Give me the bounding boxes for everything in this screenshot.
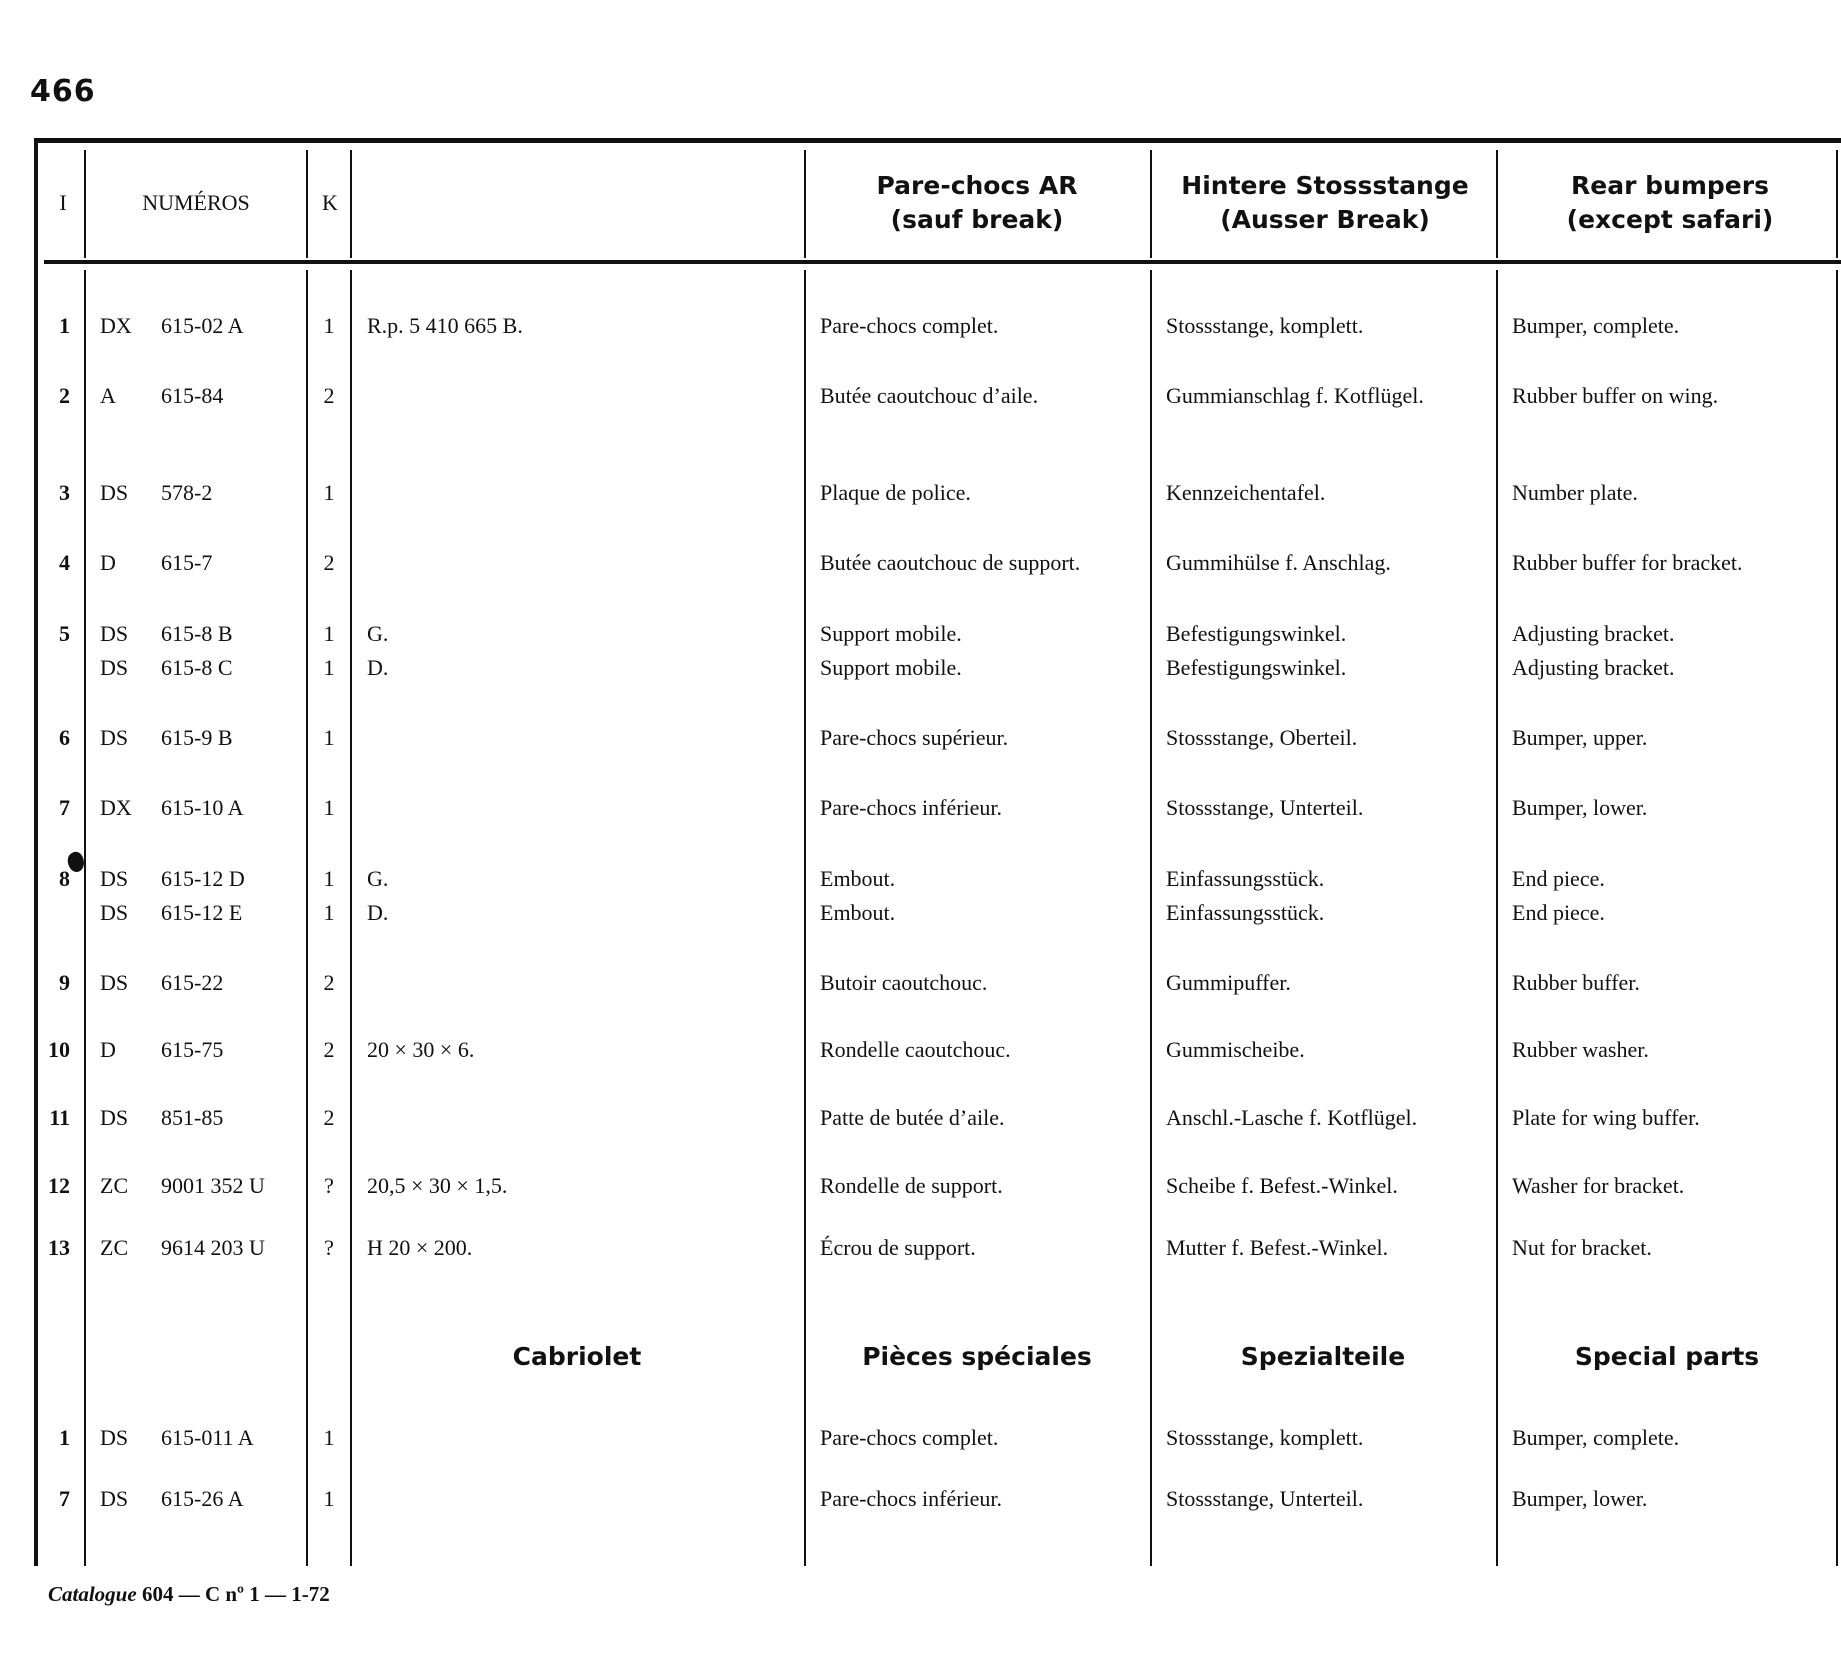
description-english: Washer for bracket. <box>1512 1173 1685 1198</box>
description-english: Bumper, complete. <box>1512 1425 1680 1450</box>
description-english: Adjusting bracket. <box>1512 621 1675 646</box>
description-german: Stossstange, Unterteil. <box>1166 795 1364 820</box>
item-index: 8 <box>59 866 70 891</box>
quantity: 1 <box>323 621 335 646</box>
part-prefix: DX <box>100 795 132 820</box>
item-index: 6 <box>59 725 70 750</box>
description-english: End piece. <box>1512 866 1605 891</box>
description-german: Kennzeichentafel. <box>1166 480 1326 505</box>
header-french <box>877 169 1078 237</box>
quantity: 1 <box>323 725 335 750</box>
part-number: 615-02 A <box>161 313 244 338</box>
quantity: ? <box>324 1235 334 1260</box>
footer-catalogue: Catalogue <box>48 1582 137 1606</box>
description-german: Befestigungswinkel. <box>1166 621 1347 646</box>
col-divider-i <box>84 150 86 258</box>
item-index: 7 <box>59 795 70 820</box>
part-number: 615-22 <box>161 970 224 995</box>
observation: G. <box>367 621 389 646</box>
part-prefix: DS <box>100 1486 129 1511</box>
observation: R.p. 5 410 665 B. <box>367 313 523 338</box>
description-german: Gummianschlag f. Kotflügel. <box>1166 383 1424 408</box>
part-number: 615-12 E <box>161 900 243 925</box>
col-divider-en <box>1836 150 1838 258</box>
item-index: 7 <box>59 1486 70 1511</box>
part-prefix: DS <box>100 655 129 680</box>
section-heading-english: Special parts <box>1574 1342 1760 1371</box>
part-number: 9001 352 U <box>161 1173 265 1198</box>
header-english-line1: Rear bumpers <box>1571 171 1769 200</box>
header-english <box>1567 169 1774 237</box>
part-number: 615-9 B <box>161 725 233 750</box>
footer <box>48 1582 330 1607</box>
item-index: 3 <box>59 480 70 505</box>
part-prefix: D <box>100 1037 116 1062</box>
item-index: 1 <box>59 1425 70 1450</box>
description-german: Stossstange, komplett. <box>1166 1425 1364 1450</box>
description-english: Bumper, lower. <box>1512 1486 1648 1511</box>
top-rule <box>34 138 1841 143</box>
left-border <box>34 140 38 1566</box>
description-german: Einfassungsstück. <box>1166 866 1325 891</box>
part-number: 615-011 A <box>161 1425 254 1450</box>
part-prefix: DS <box>100 866 129 891</box>
col-divider-numeros <box>306 150 308 258</box>
description-english: Adjusting bracket. <box>1512 655 1675 680</box>
part-prefix: DS <box>100 480 129 505</box>
header-french-line1: Pare-chocs AR <box>876 171 1078 200</box>
observation: 20 × 30 × 6. <box>367 1037 475 1062</box>
description-german: Mutter f. Befest.-Winkel. <box>1166 1235 1389 1260</box>
footer-reference: 604 — C nº 1 — 1-72 <box>141 1582 330 1606</box>
part-prefix: DS <box>100 900 129 925</box>
part-prefix: ZC <box>100 1235 129 1260</box>
description-french: Butée caoutchouc de support. <box>820 550 1081 575</box>
description-german: Scheibe f. Befest.-Winkel. <box>1166 1173 1398 1198</box>
page-number: 466 <box>30 74 96 109</box>
quantity: 1 <box>323 655 335 680</box>
col-divider-fr <box>1150 150 1152 258</box>
observation: H 20 × 200. <box>367 1235 473 1260</box>
header-rule <box>44 260 1841 264</box>
quantity: 2 <box>323 970 335 995</box>
part-number: 851-85 <box>161 1105 224 1130</box>
description-english: Plate for wing buffer. <box>1512 1105 1700 1130</box>
description-english: Rubber buffer for bracket. <box>1512 550 1743 575</box>
part-prefix: A <box>100 383 116 408</box>
description-french: Plaque de police. <box>820 480 971 505</box>
part-number: 615-12 D <box>161 866 245 891</box>
description-english: Bumper, complete. <box>1512 313 1680 338</box>
description-english: Rubber washer. <box>1512 1037 1649 1062</box>
observation: G. <box>367 866 389 891</box>
description-english: Bumper, upper. <box>1512 725 1648 750</box>
quantity: 1 <box>323 313 335 338</box>
description-french: Pare-chocs inférieur. <box>820 795 1003 820</box>
part-number: 578-2 <box>161 480 213 505</box>
description-french: Rondelle caoutchouc. <box>820 1037 1011 1062</box>
description-german: Befestigungswinkel. <box>1166 655 1347 680</box>
description-french: Patte de butée d’aile. <box>820 1105 1005 1130</box>
part-prefix: DS <box>100 725 129 750</box>
header-i: I <box>59 190 67 215</box>
item-index: 4 <box>59 550 70 575</box>
part-number: 615-10 A <box>161 795 244 820</box>
item-index: 1 <box>59 313 70 338</box>
part-number: 9614 203 U <box>161 1235 265 1260</box>
part-prefix: ZC <box>100 1173 129 1198</box>
description-french: Butée caoutchouc d’aile. <box>820 383 1039 408</box>
description-french: Pare-chocs complet. <box>820 1425 999 1450</box>
header-english-line2: (except safari) <box>1566 205 1774 234</box>
col-divider-numeros-body <box>306 270 308 1566</box>
description-german: Stossstange, Unterteil. <box>1166 1486 1364 1511</box>
header-german-line2: (Ausser Break) <box>1220 205 1430 234</box>
observation: D. <box>367 900 389 925</box>
quantity: 1 <box>323 1486 335 1511</box>
description-german: Stossstange, komplett. <box>1166 313 1364 338</box>
observation: 20,5 × 30 × 1,5. <box>367 1173 508 1198</box>
item-index: 9 <box>59 970 70 995</box>
description-french: Embout. <box>820 900 896 925</box>
quantity: 1 <box>323 866 335 891</box>
description-french: Rondelle de support. <box>820 1173 1003 1198</box>
description-english: Rubber buffer. <box>1512 970 1640 995</box>
col-divider-k-body <box>350 270 352 1566</box>
item-index: 12 <box>48 1173 70 1198</box>
part-number: 615-8 C <box>161 655 233 680</box>
part-prefix: DS <box>100 1105 129 1130</box>
part-number: 615-8 B <box>161 621 233 646</box>
col-divider-i-body <box>84 270 86 1566</box>
part-prefix: D <box>100 550 116 575</box>
item-index: 2 <box>59 383 70 408</box>
header-numeros: NUMÉROS <box>142 190 250 215</box>
description-german: Anschl.-Lasche f. Kotflügel. <box>1166 1105 1418 1130</box>
description-french: Embout. <box>820 866 896 891</box>
description-german: Gummischeibe. <box>1166 1037 1305 1062</box>
part-prefix: DS <box>100 621 129 646</box>
observation: D. <box>367 655 389 680</box>
description-english: Nut for bracket. <box>1512 1235 1652 1260</box>
part-number: 615-84 <box>161 383 224 408</box>
part-number: 615-26 A <box>161 1486 244 1511</box>
item-index: 10 <box>48 1037 70 1062</box>
description-french: Pare-chocs supérieur. <box>820 725 1009 750</box>
quantity: 2 <box>323 1037 335 1062</box>
description-french: Support mobile. <box>820 655 962 680</box>
section-heading-french: Pièces spéciales <box>862 1342 1092 1371</box>
part-prefix: DX <box>100 313 132 338</box>
section-heading-german: Spezialteile <box>1240 1342 1406 1371</box>
item-index: 5 <box>59 621 70 646</box>
quantity: 1 <box>323 1425 335 1450</box>
part-number: 615-7 <box>161 550 213 575</box>
description-german: Stossstange, Oberteil. <box>1166 725 1358 750</box>
description-french: Butoir caoutchouc. <box>820 970 988 995</box>
item-index: 11 <box>49 1105 70 1130</box>
description-french: Pare-chocs inférieur. <box>820 1486 1003 1511</box>
description-french: Support mobile. <box>820 621 962 646</box>
quantity: 2 <box>323 1105 335 1130</box>
description-french: Pare-chocs complet. <box>820 313 999 338</box>
col-divider-k <box>350 150 352 258</box>
quantity: 1 <box>323 480 335 505</box>
col-divider-en-body <box>1836 270 1838 1566</box>
section-heading-cabriolet: Cabriolet <box>512 1342 642 1371</box>
description-english: Number plate. <box>1512 480 1638 505</box>
quantity: 1 <box>323 795 335 820</box>
part-prefix: DS <box>100 970 129 995</box>
col-divider-obs-body <box>804 270 806 1566</box>
description-german: Gummipuffer. <box>1166 970 1291 995</box>
description-english: End piece. <box>1512 900 1605 925</box>
col-divider-de-body <box>1496 270 1498 1566</box>
col-divider-fr-body <box>1150 270 1152 1566</box>
header-french-line2: (sauf break) <box>890 205 1064 234</box>
part-number: 615-75 <box>161 1037 224 1062</box>
quantity: 2 <box>323 550 335 575</box>
description-french: Écrou de support. <box>820 1235 976 1260</box>
part-prefix: DS <box>100 1425 129 1450</box>
col-divider-obs <box>804 150 806 258</box>
item-index: 13 <box>48 1235 70 1260</box>
description-english: Rubber buffer on wing. <box>1512 383 1719 408</box>
col-divider-de <box>1496 150 1498 258</box>
quantity: 2 <box>323 383 335 408</box>
header-german <box>1181 169 1468 237</box>
quantity: 1 <box>323 900 335 925</box>
header-german-line1: Hintere Stossstange <box>1181 171 1469 200</box>
quantity: ? <box>324 1173 334 1198</box>
description-english: Bumper, lower. <box>1512 795 1648 820</box>
header-k: K <box>322 190 338 215</box>
description-german: Gummihülse f. Anschlag. <box>1166 550 1391 575</box>
description-german: Einfassungsstück. <box>1166 900 1325 925</box>
